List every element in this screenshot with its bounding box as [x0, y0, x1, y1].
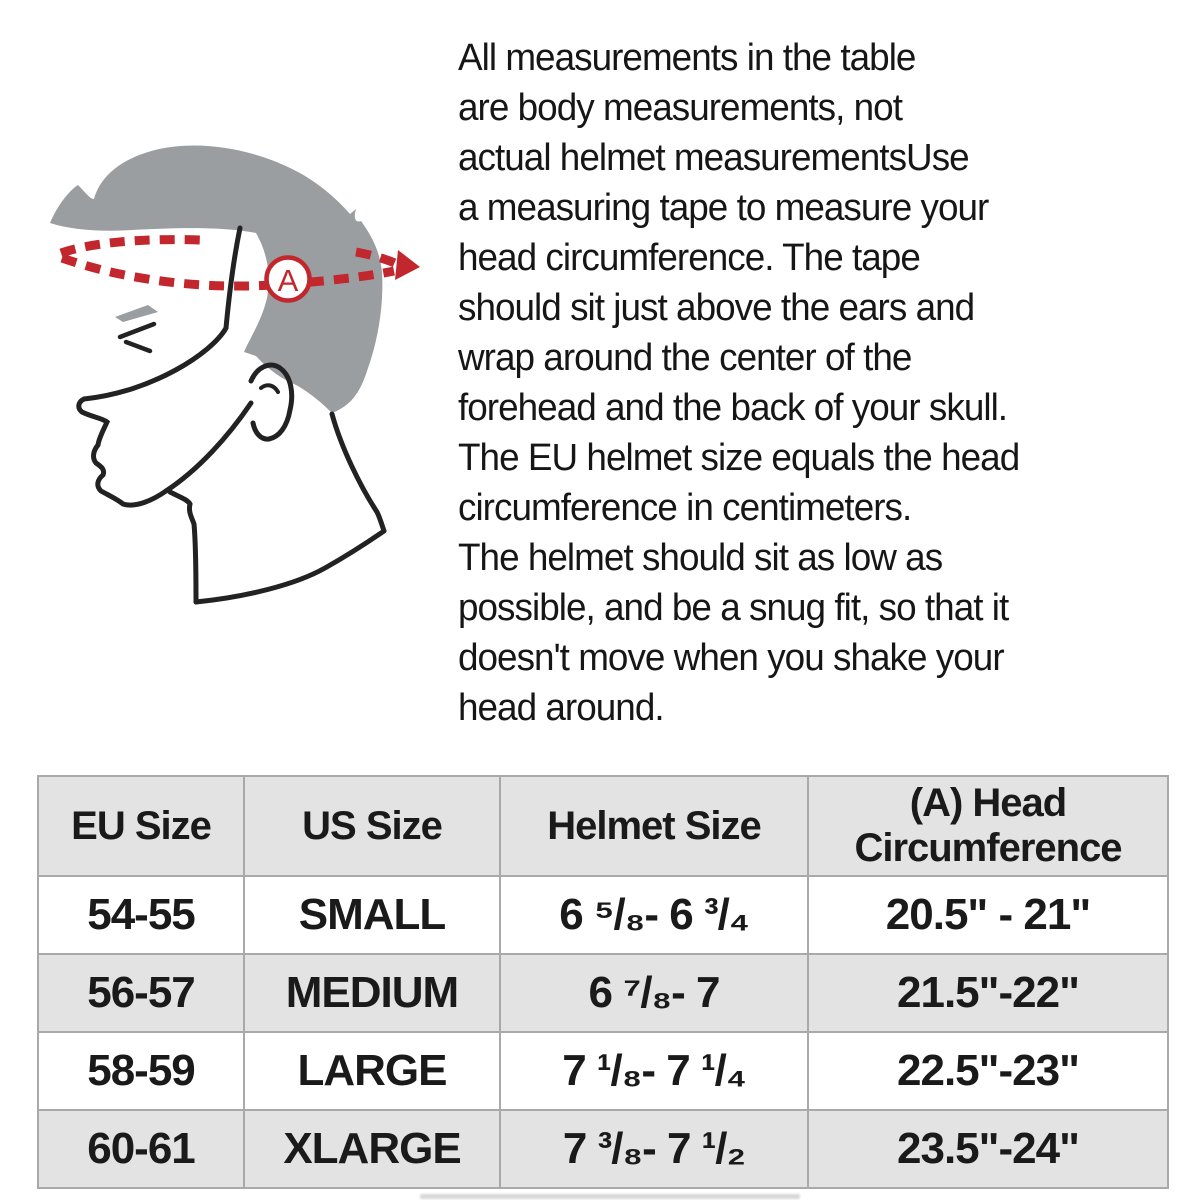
helmet-size-cell: 7 ¹/₈- 7 ¹/₄ [499, 1031, 807, 1109]
instructions-line: possible, and be a snug fit, so that it [458, 587, 1009, 629]
size-chart-table [37, 775, 1169, 1189]
ear-outline [251, 365, 292, 439]
instructions-line: actual helmet measurementsUse [458, 137, 969, 179]
instructions-text [458, 33, 1019, 733]
ear-inner-line [261, 385, 278, 392]
head-circumference-cell: 22.5"-23" [807, 1031, 1167, 1109]
helmet-size-cell: 6 ⁷/₈- 7 [499, 953, 807, 1031]
tape-arrow-icon [395, 250, 420, 280]
chest-outline [196, 531, 384, 602]
measurement-point-a-label: A [277, 263, 299, 298]
us-size-cell: XLARGE [243, 1109, 499, 1187]
instructions-line: The helmet should sit as low as [458, 537, 943, 579]
hair-shape [50, 146, 382, 413]
instructions-line: are body measurements, not [458, 87, 902, 129]
head-circumference-cell: 23.5"-24" [807, 1109, 1167, 1187]
neck-back-outline [332, 414, 384, 531]
eu-size-cell: 58-59 [39, 1031, 243, 1109]
us-size-cell: LARGE [243, 1031, 499, 1109]
helmet-size-cell: 6 ⁵/₈- 6 ³/₄ [499, 875, 807, 953]
eye-lines [120, 324, 154, 351]
instructions-line: circumference in centimeters. [458, 487, 912, 529]
instructions-line: forehead and the back of your skull. [458, 387, 1008, 429]
jawline [166, 403, 251, 491]
face-outline [79, 228, 240, 505]
eu-size-cell: 54-55 [39, 875, 243, 953]
instructions-line: All measurements in the table [458, 37, 916, 79]
us-size-cell: MEDIUM [243, 953, 499, 1031]
column-header-head-circumference: (A) Head Circumference [807, 777, 1167, 875]
eu-size-cell: 56-57 [39, 953, 243, 1031]
eyebrow-shape [115, 305, 158, 322]
instructions-line: head around. [458, 687, 664, 729]
column-header-us-size: US Size [243, 777, 499, 875]
measuring-tape-back-arc-left [61, 240, 200, 253]
instructions-line: head circumference. The tape [458, 237, 920, 279]
neck-front-outline [170, 492, 196, 602]
column-header-helmet-size: Helmet Size [499, 777, 807, 875]
us-size-cell: SMALL [243, 875, 499, 953]
instructions-line: doesn't move when you shake your [458, 637, 1004, 679]
head-measurement-illustration [20, 100, 460, 610]
instructions-line: The EU helmet size equals the head [458, 437, 1020, 479]
instructions-line: should sit just above the ears and [458, 287, 975, 329]
eu-size-cell: 60-61 [39, 1109, 243, 1187]
instructions-line: wrap around the center of the [458, 337, 912, 379]
head-circumference-cell: 21.5"-22" [807, 953, 1167, 1031]
cropped-edge-artifact [420, 1194, 800, 1199]
column-header-eu-size: EU Size [39, 777, 243, 875]
instructions-line: a measuring tape to measure your [458, 187, 989, 229]
helmet-size-cell: 7 ³/₈- 7 ¹/₂ [499, 1109, 807, 1187]
head-circumference-cell: 20.5" - 21" [807, 875, 1167, 953]
